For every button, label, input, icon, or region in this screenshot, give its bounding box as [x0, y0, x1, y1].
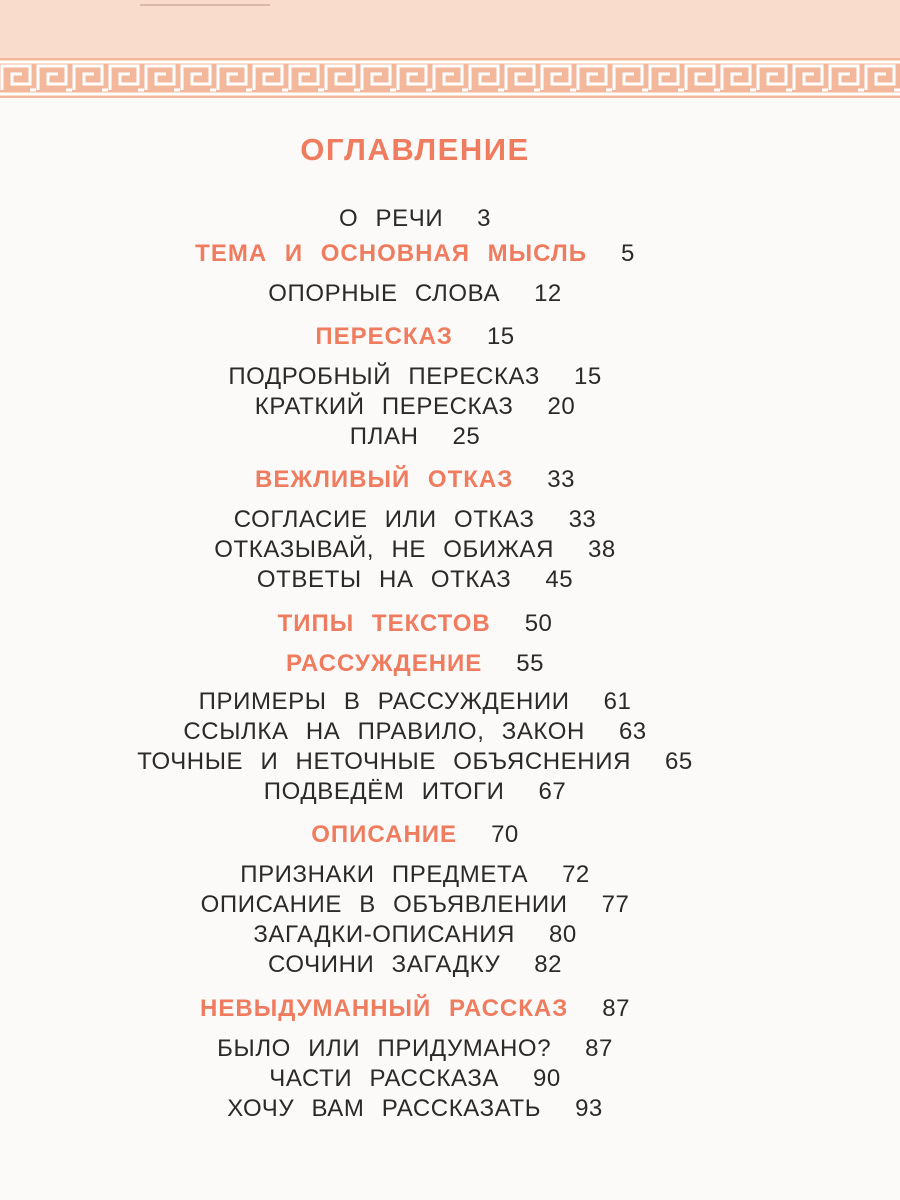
toc-label: ЗАГАДКИ-ОПИСАНИЯ	[253, 921, 515, 948]
toc-page-number: 87	[585, 1035, 613, 1062]
toc-label: ОПИСАНИЕ В ОБЪЯВЛЕНИИ	[200, 891, 568, 918]
toc-page-number: 87	[602, 995, 630, 1022]
toc-page-number: 80	[548, 921, 577, 948]
toc-entry	[0, 718, 830, 746]
toc-page-number: 20	[547, 393, 576, 420]
toc-page-number: 55	[516, 650, 544, 677]
toc-label: КРАТКИЙ ПЕРЕСКАЗ	[254, 393, 514, 420]
toc-entry	[0, 1065, 830, 1093]
toc-section-heading	[0, 323, 830, 351]
toc-section-heading	[0, 610, 830, 638]
toc-section-heading	[0, 650, 830, 678]
toc-section-heading	[0, 466, 830, 494]
toc-entry	[0, 536, 830, 564]
toc-label: ПОДРОБНЫЙ ПЕРЕСКАЗ	[228, 363, 540, 390]
toc-label: ОПИСАНИЕ	[311, 821, 458, 848]
toc-entry	[0, 748, 830, 776]
toc-page-number: 5	[620, 240, 635, 267]
toc-page-number: 15	[486, 323, 515, 350]
toc-page-number: 93	[575, 1095, 603, 1122]
toc-label: ЧАСТИ РАССКАЗА	[269, 1065, 500, 1092]
toc-label: ТОЧНЫЕ И НЕТОЧНЫЕ ОБЪЯСНЕНИЯ	[137, 748, 632, 775]
toc-entry	[0, 951, 830, 979]
toc-page-number: 45	[545, 566, 574, 593]
toc-section-heading	[0, 821, 830, 849]
toc-entry	[0, 1035, 830, 1063]
toc-label: РАССУЖДЕНИЕ	[286, 650, 483, 677]
toc-entry	[0, 506, 830, 534]
toc-entry	[0, 921, 830, 949]
toc-section-heading	[0, 240, 830, 268]
toc-page-number: 82	[534, 951, 562, 978]
toc-label: СОГЛАСИЕ ИЛИ ОТКАЗ	[233, 506, 535, 533]
page-title: ОГЛАВЛЕНИЕ	[300, 132, 530, 167]
toc-label: ТЕМА И ОСНОВНАЯ МЫСЛЬ	[195, 240, 587, 267]
toc-page-number: 25	[452, 423, 481, 450]
toc-label: СОЧИНИ ЗАГАДКУ	[268, 951, 501, 978]
toc-entry	[0, 891, 830, 919]
toc-entry	[0, 688, 830, 716]
toc-page-number: 70	[491, 821, 519, 848]
toc-entry	[0, 423, 830, 451]
toc-page-number: 33	[568, 506, 597, 533]
greek-key-border	[0, 58, 900, 98]
toc-page-number: 72	[562, 861, 590, 888]
toc-page-number: 33	[547, 466, 575, 493]
toc-page-number: 15	[573, 363, 602, 390]
toc-label: О РЕЧИ	[338, 205, 444, 232]
toc-entry	[0, 566, 830, 594]
toc-entry	[0, 393, 830, 421]
toc-page-number: 77	[601, 891, 630, 918]
toc-page-number: 38	[588, 536, 616, 563]
toc-label: БЫЛО ИЛИ ПРИДУМАНО?	[217, 1035, 552, 1062]
toc-label: ОПОРНЫЕ СЛОВА	[268, 280, 501, 307]
toc-label: ПРИМЕРЫ В РАССУЖДЕНИИ	[198, 688, 570, 715]
toc-entry	[0, 1095, 830, 1123]
toc-label: ТИПЫ ТЕКСТОВ	[277, 610, 491, 637]
toc-label: ОТКАЗЫВАЙ, НЕ ОБИЖАЯ	[214, 536, 555, 563]
toc-entry	[0, 861, 830, 889]
toc-page-number: 67	[538, 778, 567, 805]
toc-page-number: 63	[618, 718, 647, 745]
toc-page-number: 65	[665, 748, 693, 775]
toc-entry	[0, 205, 830, 233]
toc-label: ХОЧУ ВАМ РАССКАЗАТЬ	[227, 1095, 542, 1122]
toc-entry	[0, 778, 830, 806]
toc-label: ПЕРЕСКАЗ	[315, 323, 453, 350]
toc-entry	[0, 280, 830, 308]
toc-page-number: 12	[534, 280, 562, 307]
toc-page-number: 61	[603, 688, 632, 715]
header-rule	[140, 4, 270, 6]
toc-page-number: 3	[477, 205, 492, 232]
toc-label: ОТВЕТЫ НА ОТКАЗ	[256, 566, 512, 593]
toc-label: НЕВЫДУМАННЫЙ РАССКАЗ	[200, 995, 569, 1022]
toc-label: ВЕЖЛИВЫЙ ОТКАЗ	[255, 466, 514, 493]
toc-section-heading	[0, 995, 830, 1023]
toc-page-number: 50	[524, 610, 553, 637]
toc-label: ССЫЛКА НА ПРАВИЛО, ЗАКОН	[183, 718, 585, 745]
toc-label: ПЛАН	[349, 423, 419, 450]
header-band	[0, 0, 900, 58]
toc-page-number: 90	[533, 1065, 561, 1092]
toc-label: ПОДВЕДЁМ ИТОГИ	[263, 778, 505, 805]
toc-label: ПРИЗНАКИ ПРЕДМЕТА	[240, 861, 529, 888]
toc-entry	[0, 363, 830, 391]
